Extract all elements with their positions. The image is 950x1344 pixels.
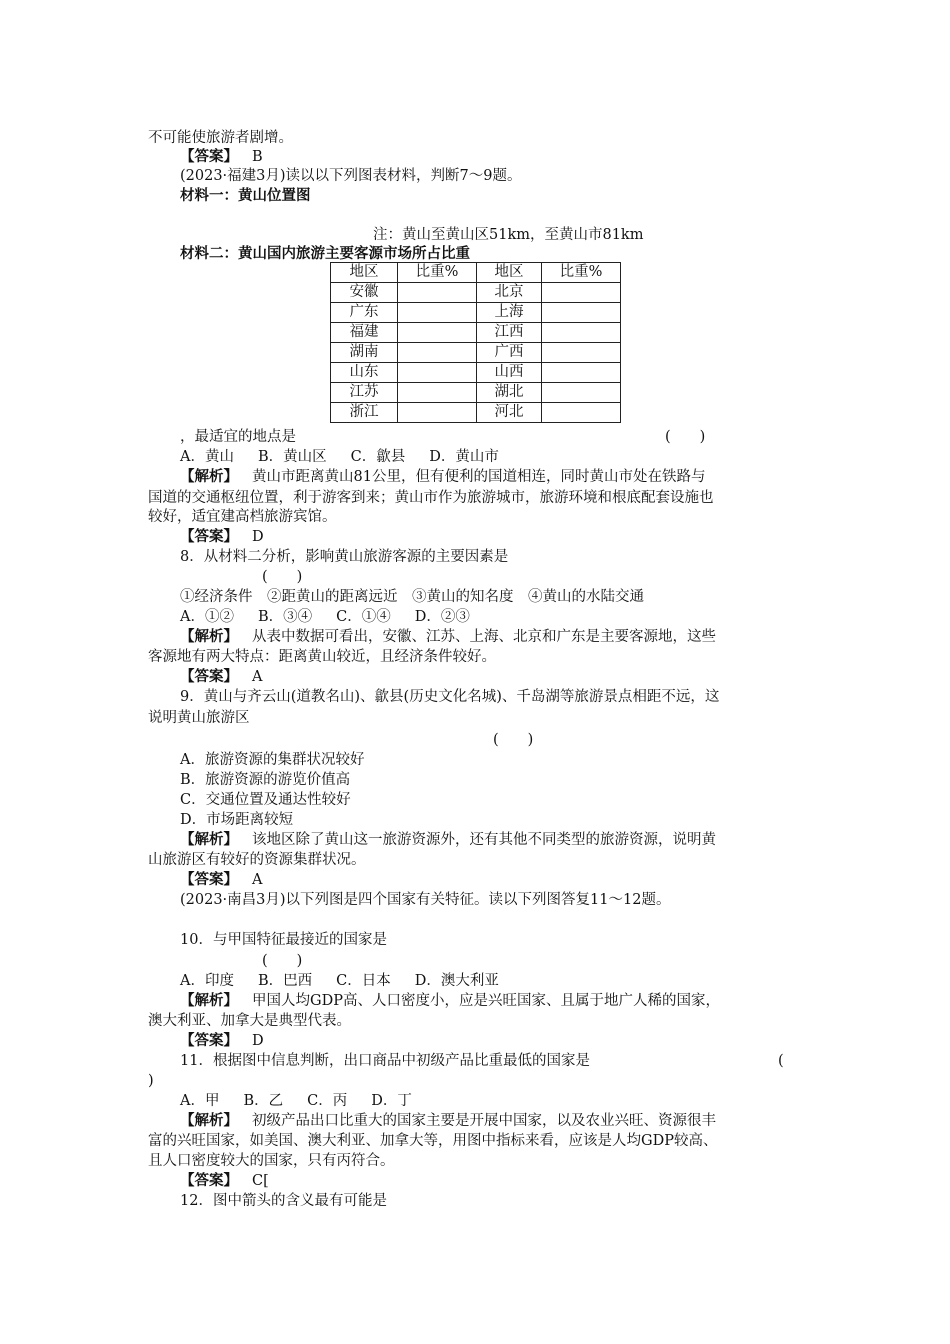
table-row: [331, 403, 621, 423]
table-cell: [398, 363, 477, 383]
q8-options: [180, 607, 470, 627]
table-row: [331, 343, 621, 363]
answer-value: A: [252, 669, 263, 685]
answer-value: D: [252, 529, 264, 545]
answer-8: [180, 667, 262, 687]
explanation-label: 【解析】: [180, 628, 238, 645]
table-cell: 浙江: [331, 403, 398, 423]
option: D．市场距离较短: [180, 812, 294, 828]
table-cell: 山西: [477, 363, 542, 383]
option: D．丁: [371, 1093, 412, 1109]
table-row: [331, 323, 621, 343]
question-7: ，最适宜的地点是: [180, 429, 296, 445]
answer-value: A: [252, 872, 263, 888]
answer-11: [180, 1171, 269, 1191]
option: C．丙: [307, 1093, 348, 1109]
table-cell: 湖北: [477, 383, 542, 403]
text-line: 客源地有两大特点：距离黄山较近，且经济条件较好。: [148, 649, 496, 665]
answer-7: [180, 527, 264, 547]
table-row: [331, 383, 621, 403]
option: C．歙县: [350, 449, 406, 465]
option: B．乙: [243, 1093, 284, 1109]
option: A．旅游资源的集群状况较好: [180, 752, 365, 768]
text-line: 较好，适宜建高档旅游宾馆。: [148, 509, 337, 525]
table-cell: [542, 383, 621, 403]
text-line: 不可能使旅游者剧增。: [148, 130, 293, 146]
table-cell: [398, 403, 477, 423]
table-header: 地区: [477, 263, 542, 283]
q8-items: ①经济条件 ②距黄山的距离远近 ③黄山的知名度 ④黄山的水陆交通: [180, 589, 644, 605]
table-cell: 上海: [477, 303, 542, 323]
table-cell: 广东: [331, 303, 398, 323]
table-cell: 福建: [331, 323, 398, 343]
table-cell: 安徽: [331, 283, 398, 303]
table-header: 比重%: [542, 263, 621, 283]
table-row: [331, 363, 621, 383]
option: D．②③: [414, 609, 470, 625]
table-cell: [398, 343, 477, 363]
answer-label: 【答案】: [180, 1172, 238, 1189]
explanation-9: 【解析】 该地区除了黄山这一旅游资源外，还有其他不同类型的旅游资源，说明黄: [180, 831, 716, 848]
map-note: 注：黄山至黄山区51km，至黄山市81km: [373, 227, 644, 243]
option: D．黄山市: [429, 449, 499, 465]
q11-options: [180, 1091, 412, 1111]
explanation-label: 【解析】: [180, 468, 238, 485]
table-cell: [398, 323, 477, 343]
intro-7-9: (2023·福建3月)读以以下列图表材料，判断7～9题。: [180, 168, 522, 184]
answer-paren-open: (: [778, 1053, 784, 1069]
table-cell: 湖南: [331, 343, 398, 363]
option: A．①②: [180, 609, 234, 625]
option: C．日本: [336, 973, 391, 989]
option: C．交通位置及通达性较好: [180, 792, 351, 808]
question-11: 11．根据图中信息判断，出口商品中初级产品比重最低的国家是: [180, 1053, 590, 1069]
option: C．①④: [336, 609, 391, 625]
text-line: 山旅游区有较好的资源集群状况。: [148, 852, 366, 868]
answer-paren: ( ): [493, 732, 534, 748]
table-cell: [542, 363, 621, 383]
option: A．甲: [180, 1093, 220, 1109]
answer-label: 【答案】: [180, 668, 238, 685]
answer-9: [180, 870, 262, 890]
table-header: 地区: [331, 263, 398, 283]
material-2-title: 材料二：黄山国内旅游主要客源市场所占比重: [180, 245, 470, 262]
text-line: 国道的交通枢纽位置，利于游客到来；黄山市作为旅游城市，旅游环境和根底配套设施也: [148, 490, 714, 506]
table-cell: [542, 283, 621, 303]
explanation-label: 【解析】: [180, 831, 238, 848]
answer-10: [180, 1031, 264, 1051]
source-market-table: [330, 262, 621, 423]
option: A．印度: [180, 973, 234, 989]
q10-options: [180, 971, 499, 991]
text-line: 且人口密度较大的国家，只有丙符合。: [148, 1153, 395, 1169]
text-line: 说明黄山旅游区: [148, 710, 250, 726]
table-cell: 山东: [331, 363, 398, 383]
answer-label: 【答案】: [180, 528, 238, 545]
table-cell: [398, 283, 477, 303]
answer-label: 【答案】: [180, 871, 238, 888]
table-cell: [542, 303, 621, 323]
explanation-8: 【解析】 从表中数据可看出，安徽、江苏、上海、北京和广东是主要客源地，这些: [180, 628, 716, 645]
table-row: [331, 303, 621, 323]
table-cell: 江苏: [331, 383, 398, 403]
table-cell: 北京: [477, 283, 542, 303]
table-cell: [542, 323, 621, 343]
question-12: 12．图中箭头的含义最有可能是: [180, 1193, 387, 1209]
explanation-label: 【解析】: [180, 992, 238, 1009]
table-cell: [398, 303, 477, 323]
explanation-11: 【解析】 初级产品出口比重大的国家主要是开展中国家，以及农业兴旺、资源很丰: [180, 1112, 716, 1129]
q7-options: [180, 447, 499, 467]
option: B．旅游资源的游览价值高: [180, 772, 351, 788]
answer-paren: ( ): [262, 953, 303, 969]
answer-6: [180, 147, 263, 167]
table-cell: 河北: [477, 403, 542, 423]
option: A．黄山: [180, 449, 234, 465]
option: B．③④: [257, 609, 313, 625]
material-1-title: 材料一：黄山位置图: [180, 187, 311, 204]
table-row: [331, 283, 621, 303]
answer-label: 【答案】: [180, 148, 238, 165]
intro-10-12: (2023·南昌3月)以下列图是四个国家有关特征。读以下列图答复11～12题。: [180, 892, 671, 908]
text-line: 富的兴旺国家，如美国、澳大利亚、加拿大等，用图中指标来看，应该是人均GDP较高、: [148, 1133, 718, 1149]
table-cell: 江西: [477, 323, 542, 343]
table-cell: 广西: [477, 343, 542, 363]
table-header: 比重%: [398, 263, 477, 283]
answer-value: B: [252, 149, 263, 165]
option: D．澳大利亚: [414, 973, 499, 989]
table-cell: [542, 403, 621, 423]
answer-paren: ( ): [262, 569, 303, 585]
text-line: 澳大利亚、加拿大是典型代表。: [148, 1013, 351, 1029]
table-cell: [398, 383, 477, 403]
answer-value: D: [252, 1033, 264, 1049]
answer-paren-close: ): [148, 1073, 154, 1089]
question-8: 8．从材料二分析，影响黄山旅游客源的主要因素是: [180, 549, 509, 565]
table-header-row: [331, 263, 621, 283]
option: B．巴西: [257, 973, 313, 989]
explanation-7: 【解析】 黄山市距离黄山81公里，但有便利的国道相连，同时黄山市处在铁路与: [180, 468, 706, 485]
answer-label: 【答案】: [180, 1032, 238, 1049]
option: B．黄山区: [257, 449, 327, 465]
answer-value: C[: [252, 1173, 269, 1189]
question-9: 9．黄山与齐云山(道教名山)、歙县(历史文化名城)、千岛湖等旅游景点相距不远，这: [180, 689, 720, 705]
table-cell: [542, 343, 621, 363]
explanation-label: 【解析】: [180, 1112, 238, 1129]
answer-paren: ( ): [665, 429, 706, 445]
question-10: 10．与甲国特征最接近的国家是: [180, 932, 387, 948]
explanation-10: 【解析】 甲国人均GDP高、人口密度小，应是兴旺国家、且属于地广人稀的国家，: [180, 992, 720, 1009]
